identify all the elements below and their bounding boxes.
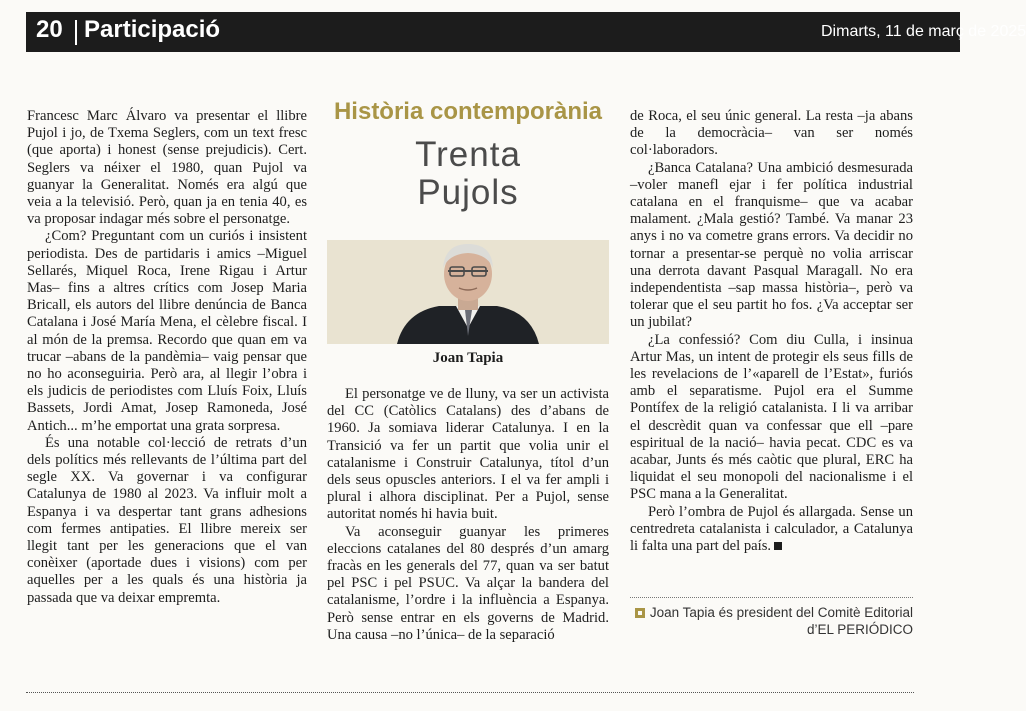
paragraph: És una notable col·lecció de retrats d’un dels polítics més rellevants de l’última part del segle XX. Va governar i va configurar Catalunya de 1980 al 2023. Va influir molt a Espanya i va despertar tant grans adhesions com fermes antipaties. El llibre mereix ser llegit tant per les generacions que el van conèixer (aportade dues i visions) com per aquelles per a les quals és una història ja passada que va deixar empremta. bbox=[27, 434, 307, 606]
paragraph: El personatge ve de lluny, va ser un activista del CC (Catòlics Catalans) des d’abans de 1960. Ja somiava liderar Catalunya. I en la Transició va fer un partit que volia unir el catalanisme i Construir Catalunya, títol d’un dels seus opuscles anteriors. I el va fer ampli i plural i alhora disciplinat. Per a Pujol, sense autoritat només hi havia buit. bbox=[327, 386, 609, 523]
paragraph: ¿La confessió? Com diu Culla, i insinua Artur Mas, un intent de protegir els seus fills de les revelacions de l’«aparell de l’Estat», furiós amb el separatisme. Pujol era el Summe Pontífex de la religió catalanista. I li va arribar el descrèdit quan va confessar que ell –pare espiritual de la nació– havia pecat. CDC es va acabar, Junts és més caòtic que plural, ERC ha liquidat el seu monopoli del nacionalisme i el PSC mana a la Generalitat. bbox=[630, 331, 913, 503]
author-byline: Joan Tapia bbox=[432, 350, 504, 366]
author-bio-icon bbox=[635, 608, 645, 618]
article-column-3 bbox=[630, 108, 913, 555]
paragraph bbox=[630, 504, 913, 556]
page-number: 20 bbox=[36, 16, 63, 43]
closing-paragraph-text: Però l’ombra de Pujol és allargada. Sense un centredreta catalanista i calculador, a Catalunya li falta una part del país. bbox=[630, 503, 913, 555]
page-header bbox=[26, 12, 1026, 52]
end-of-article-mark bbox=[774, 542, 782, 550]
author-bio-text: Joan Tapia és president del Comitè Editorial d’EL PERIÓDICO bbox=[649, 605, 913, 637]
headline-line: Pujols bbox=[417, 173, 519, 212]
headline-line: Trenta bbox=[415, 135, 521, 174]
paragraph: de Roca, el seu únic general. La resta –ja abans de la democràcia– van ser només col·laboradors. bbox=[630, 108, 913, 159]
author-photo bbox=[327, 240, 609, 344]
article-kicker: Història contemporània bbox=[333, 98, 603, 125]
article-column-1 bbox=[27, 108, 307, 607]
paragraph: ¿Banca Catalana? Una ambició desmesurada –voler manefl ejar i fer política industrial catalana en el franquisme– que va acabar malament. ¿Mala gestió? També. Va manar 23 anys i no va cometre grans errors. Va decidir no tornar a presentar-se perquè no volia arriscar una derrota davant Pasqual Maragall. No era independentista –sap massa història–, però va tolerar que el seu partit ho fos. ¿Va acceptar ser un jubilat? bbox=[630, 159, 913, 331]
paragraph: Va aconseguir guanyar les primeres eleccions catalanes del 80 després d’un amarg fracàs en les generals del 77, quan va ser batut pel PSC i pel PSUC. Va alçar la bandera del catalanisme, l’ordre i la influència a Espanya. Però sense entrar en els governs de Madrid. Una causa –no l’única– de la separació bbox=[327, 523, 609, 643]
author-bio bbox=[630, 604, 913, 638]
paragraph: Francesc Marc Álvaro va presentar el llibre Pujol i jo, de Txema Seglers, com un text fresc (que aporta) i honest (sense prejudicis). Cert. Seglers va néixer el 1980, quan Pujol va guanyar la Generalitat. Només era algú que veia a la televisió. Però, quan ja en tenia 40, es va proposar indagar més sobre el personatge. bbox=[27, 108, 307, 228]
article-column-2 bbox=[327, 386, 609, 644]
header-separator bbox=[75, 20, 77, 45]
issue-date: Dimarts, 11 de març de 2025 bbox=[821, 23, 1026, 40]
bio-divider bbox=[630, 597, 913, 598]
article-headline bbox=[327, 136, 609, 212]
paragraph: ¿Com? Preguntant com un curiós i insistent periodista. Des de partidaris i amics –Miguel Sellarés, Miquel Roca, Irene Rigau i Artur Mas– fins a altres crítics com Josep Maria Bricall, els autors del llibre denúncia de Banca Catalana i José María Mena, el cèlebre fiscal. I al món de la premsa. Recordo que quan em va trucar –abans de la pandèmia– vaig pensar que no ho aconseguiria. Però ara, al llegir l’obra i els judicis de periodistes com Lluís Foix, Lluís Bassets, Jordi Amat, Josep Ramoneda, José Antich... m’he emportat una grata sorpresa. bbox=[27, 228, 307, 434]
author-portrait-illustration bbox=[327, 240, 609, 344]
page-footer-rule bbox=[26, 692, 914, 693]
section-title: Participació bbox=[84, 16, 221, 43]
